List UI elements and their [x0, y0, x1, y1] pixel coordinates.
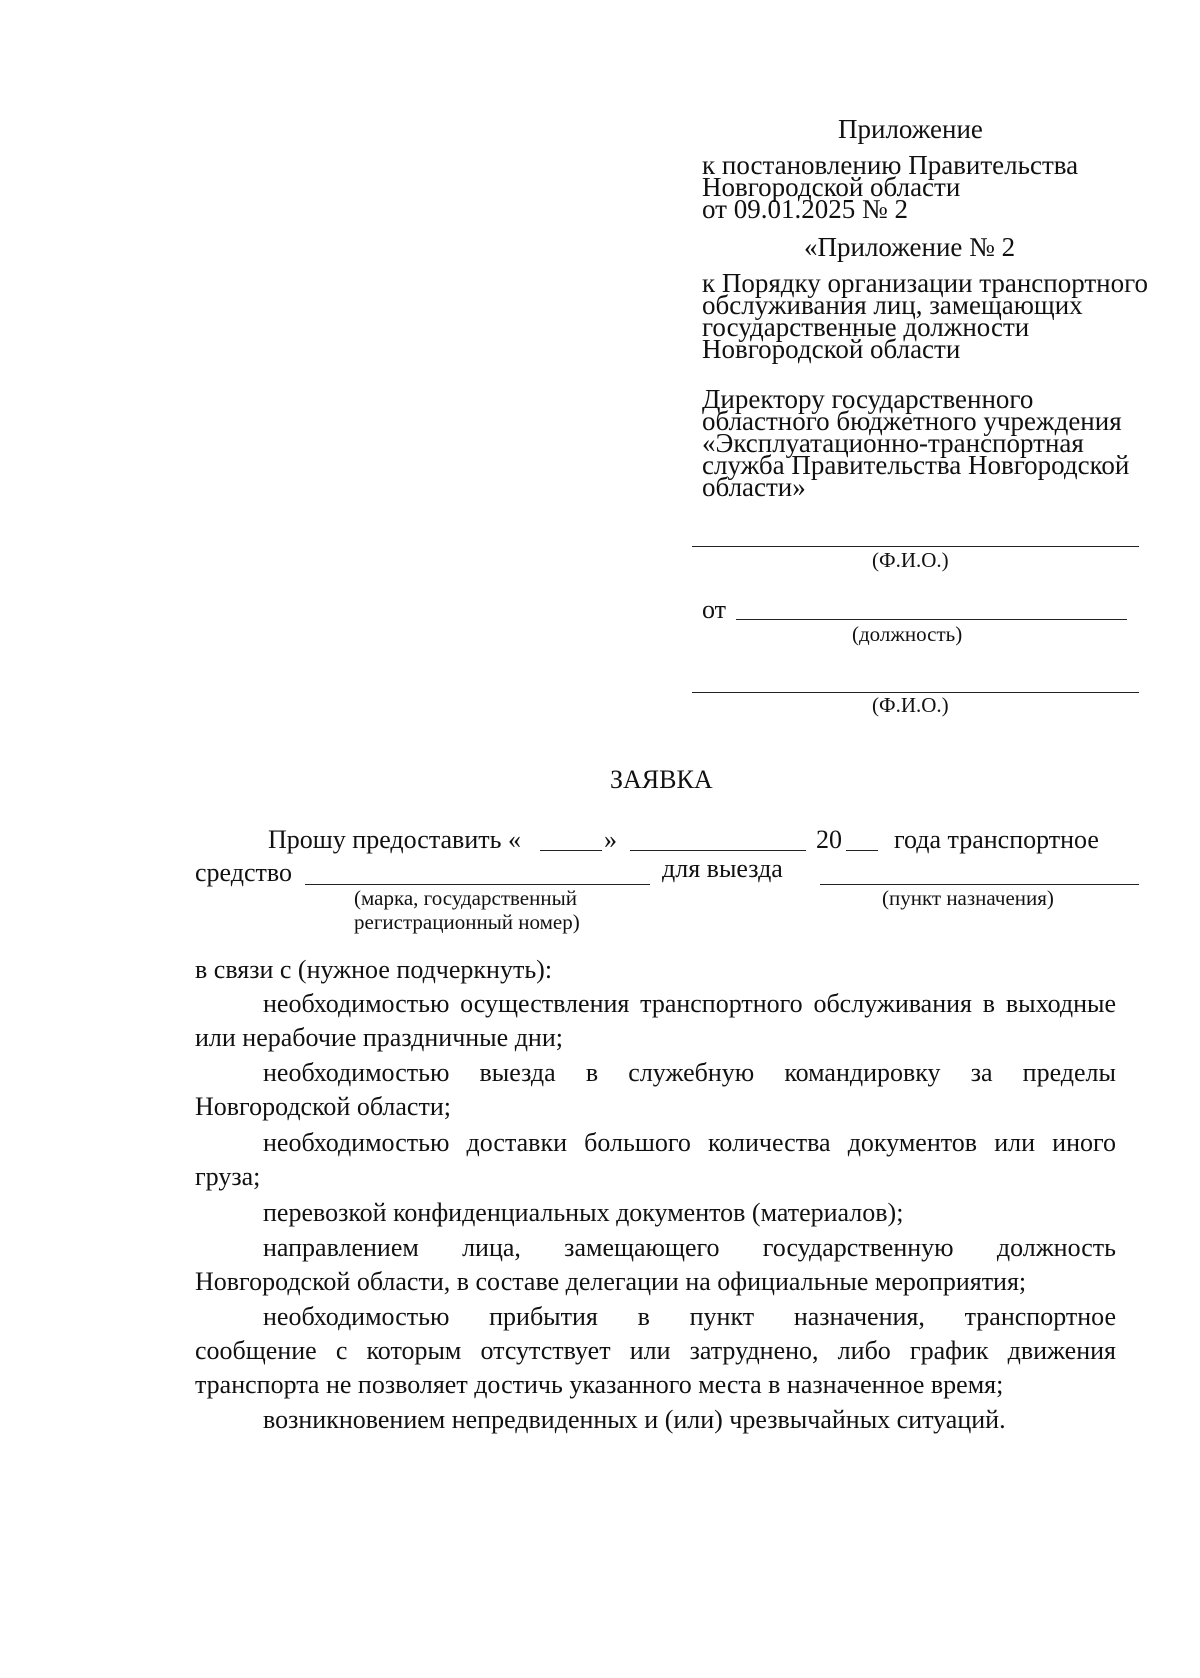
- decree-line-2: Новгородской области: [702, 172, 961, 202]
- order-line-3: государственные должности: [702, 312, 1030, 342]
- reason-2-line-1: необходимостью выезда в служебную командировку за пределы: [263, 1058, 1116, 1087]
- appendix-title: Приложение: [838, 114, 983, 144]
- order-line-1: к Порядку организации транспортного: [702, 268, 1149, 298]
- appendix2-title: «Приложение № 2: [804, 232, 1016, 262]
- order-line-2: обслуживания лиц, замещающих: [702, 290, 1083, 320]
- reason-7-line-1: возникновением непредвиденных и (или) чрезвычайных ситуаций.: [263, 1405, 1006, 1434]
- departure-label: для выезда: [662, 854, 783, 883]
- reason-6-line-3: транспорта не позволяет достичь указанного места в назначенное время;: [195, 1370, 1004, 1399]
- reason-5-line-1: направлением лица, замещающего государственную должность: [263, 1233, 1116, 1262]
- reason-1-line-2: или нерабочие праздничные дни;: [195, 1023, 563, 1052]
- order-line-4: Новгородской области: [702, 334, 961, 364]
- vehicle-blank: [305, 884, 650, 885]
- director-line-5: области»: [702, 472, 806, 502]
- vehicle-hint-1: (марка, государственный: [354, 886, 577, 910]
- month-blank: [630, 850, 806, 851]
- fio-line-1: [692, 546, 1139, 547]
- year-prefix: 20: [816, 825, 842, 854]
- fio-hint-1: (Ф.И.О.): [872, 548, 949, 572]
- director-line-1: Директору государственного: [702, 384, 1034, 414]
- request-text-1: Прошу предоставить «: [268, 825, 521, 854]
- vehicle-label: средство: [195, 858, 292, 887]
- destination-hint: (пункт назначения): [882, 886, 1054, 910]
- reason-4-line-1: перевозкой конфиденциальных документов (материалов);: [263, 1198, 904, 1227]
- director-line-4: служба Правительства Новгородской: [702, 450, 1130, 480]
- decree-line-3: от 09.01.2025 № 2: [702, 194, 908, 224]
- day-blank: [540, 850, 602, 851]
- document-title: ЗАЯВКА: [610, 765, 713, 794]
- reason-3-line-2: груза;: [195, 1162, 261, 1191]
- reasons-intro: в связи с (нужное подчеркнуть):: [195, 955, 553, 984]
- director-line-3: «Эксплуатационно-транспортная: [702, 428, 1084, 458]
- vehicle-hint-2: регистрационный номер): [354, 910, 580, 934]
- reason-5-line-2: Новгородской области, в составе делегации на официальные мероприятия;: [195, 1267, 1027, 1296]
- request-text-3: года транспортное: [894, 825, 1099, 854]
- position-line: [736, 619, 1127, 620]
- reason-6-line-2: сообщение с которым отсутствует или затруднено, либо график движения: [195, 1336, 1116, 1365]
- from-label: от: [702, 595, 727, 624]
- reason-2-line-2: Новгородской области;: [195, 1092, 451, 1121]
- year-blank: [846, 850, 878, 851]
- reason-6-line-1: необходимостью прибытия в пункт назначения, транспортное: [263, 1302, 1116, 1331]
- destination-blank: [820, 884, 1139, 885]
- decree-line-1: к постановлению Правительства: [702, 150, 1079, 180]
- reason-1-line-1: необходимостью осуществления транспортного обслуживания в выходные: [263, 989, 1116, 1018]
- position-hint: (должность): [852, 622, 963, 646]
- fio-hint-2: (Ф.И.О.): [872, 693, 949, 717]
- reason-3-line-1: необходимостью доставки большого количества документов или иного: [263, 1128, 1116, 1157]
- request-text-2: »: [604, 825, 617, 854]
- director-line-2: областного бюджетного учреждения: [702, 406, 1122, 436]
